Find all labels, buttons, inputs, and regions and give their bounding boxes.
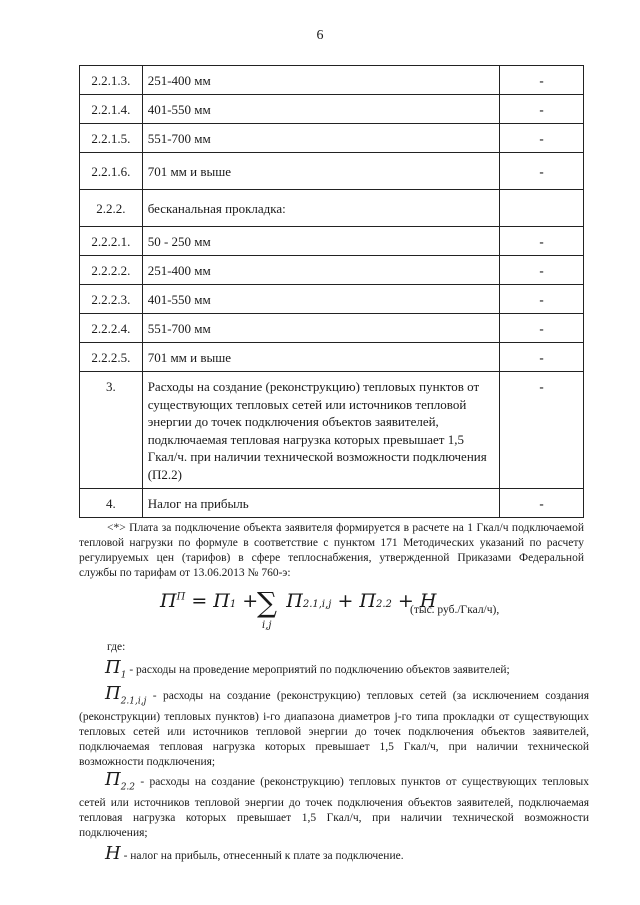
row-number: 3. [80, 372, 143, 489]
table-row [80, 95, 584, 124]
symbol-h: Н [105, 843, 121, 864]
row-name: 251-400 мм [142, 66, 499, 95]
row-value: - [500, 343, 584, 372]
row-number: 4. [80, 489, 143, 518]
formula-expression: $П^П = П1 + П2.1,i,j + П2.2 + Н$ [160, 590, 437, 612]
table-row [80, 343, 584, 372]
row-number: 2.2.1.4. [80, 95, 143, 124]
tariff-table [79, 65, 584, 518]
row-value: - [500, 153, 584, 190]
row-name: 251-400 мм [142, 256, 499, 285]
table-row [80, 227, 584, 256]
table-row [80, 153, 584, 190]
definition-p22-text: - расходы на создание (реконструкцию) тепловых пунктов от существующих тепловых сетей или источников тепловой энергии до точек подключения объектов заявителей, подключаемая тепловая нагрузка которых превышает 1,5 Гкал/ч, при наличии технической возможности подключения; [79, 776, 589, 839]
row-value: - [500, 124, 584, 153]
row-value: - [500, 256, 584, 285]
page-number: 6 [316, 28, 324, 43]
symbol-p1: $П_1$ [105, 657, 127, 681]
footnote-text: <*> Плата за подключение объекта заявителя формируется в расчете на 1 Гкал/ч подключаемой тепловой нагрузки по формуле в соответствие с пунктом 171 Методических указаний по расчету регулируемых цен (тарифов) в сфере теплоснабжения, утвержденной Приказами Федеральной службы по тарифам от 13.06.2013 № 760-э: [79, 522, 584, 579]
row-name: 551-700 мм [142, 124, 499, 153]
row-number: 2.2.2.4. [80, 314, 143, 343]
row-value: - [500, 285, 584, 314]
definition-p22 [79, 769, 589, 841]
row-number: 2.2.2.5. [80, 343, 143, 372]
table-row [80, 314, 584, 343]
row-name: Расходы на создание (реконструкцию) тепловых пунктов от существующих тепловых сетей или источников тепловой энергии до точек подключения объектов заявителей, подключаемая тепловая нагрузка которых превышает 1,5 Гкал/ч. при наличии технической возможности подключения (П2.2) [142, 372, 499, 489]
row-name: 701 мм и выше [142, 343, 499, 372]
payment-formula [160, 586, 590, 634]
table-row [80, 372, 584, 489]
row-number: 2.2.1.3. [80, 66, 143, 95]
table-row [80, 256, 584, 285]
definition-h [79, 843, 589, 864]
symbol-p21: $П_{2.1,i,j}$ [105, 683, 147, 707]
row-value: - [500, 227, 584, 256]
row-value: - [500, 489, 584, 518]
definition-p21 [79, 683, 589, 770]
table-row [80, 66, 584, 95]
table-row [80, 190, 584, 227]
row-number: 2.2.2. [80, 190, 143, 227]
row-number: 2.2.2.1. [80, 227, 143, 256]
row-number: 2.2.2.3. [80, 285, 143, 314]
row-name: 701 мм и выше [142, 153, 499, 190]
row-value: - [500, 372, 584, 489]
sum-index: i,j [262, 620, 272, 631]
row-number: 2.2.1.6. [80, 153, 143, 190]
row-number: 2.2.2.2. [80, 256, 143, 285]
table-row [80, 285, 584, 314]
row-number: 2.2.1.5. [80, 124, 143, 153]
row-name: 50 - 250 мм [142, 227, 499, 256]
definition-p1 [79, 657, 589, 684]
where-label: где: [107, 641, 126, 653]
definition-h-text: - налог на прибыль, отнесенный к плате за подключение. [123, 850, 404, 862]
definition-p21-text: - расходы на создание (реконструкцию) тепловых сетей (за исключением создания (реконструкции) тепловых пунктов) i-го диапазона диаметров j-го типа прокладки от существующих тепловых сетей или источников тепловой энергии до точек подключения объектов заявителей, подключаемая тепловая нагрузка которых превышает 1,5 Гкал/ч, при наличии технической возможности подключения; [79, 690, 589, 768]
row-value: - [500, 314, 584, 343]
table-row [80, 489, 584, 518]
formula-units: (тыс. руб./Гкал/ч), [410, 604, 500, 616]
row-value: - [500, 66, 584, 95]
sum-sign-icon: ∑ [257, 586, 277, 619]
symbol-p22: $П_{2.2}$ [105, 769, 136, 793]
table-row [80, 124, 584, 153]
row-name: Налог на прибыль [142, 489, 499, 518]
row-value: - [500, 95, 584, 124]
row-name: 401-550 мм [142, 95, 499, 124]
row-name: бесканальная прокладка: [142, 190, 499, 227]
definition-p1-text: - расходы на проведение мероприятий по подключению объектов заявителей; [129, 664, 510, 676]
row-name: 551-700 мм [142, 314, 499, 343]
row-value [500, 190, 584, 227]
row-name: 401-550 мм [142, 285, 499, 314]
